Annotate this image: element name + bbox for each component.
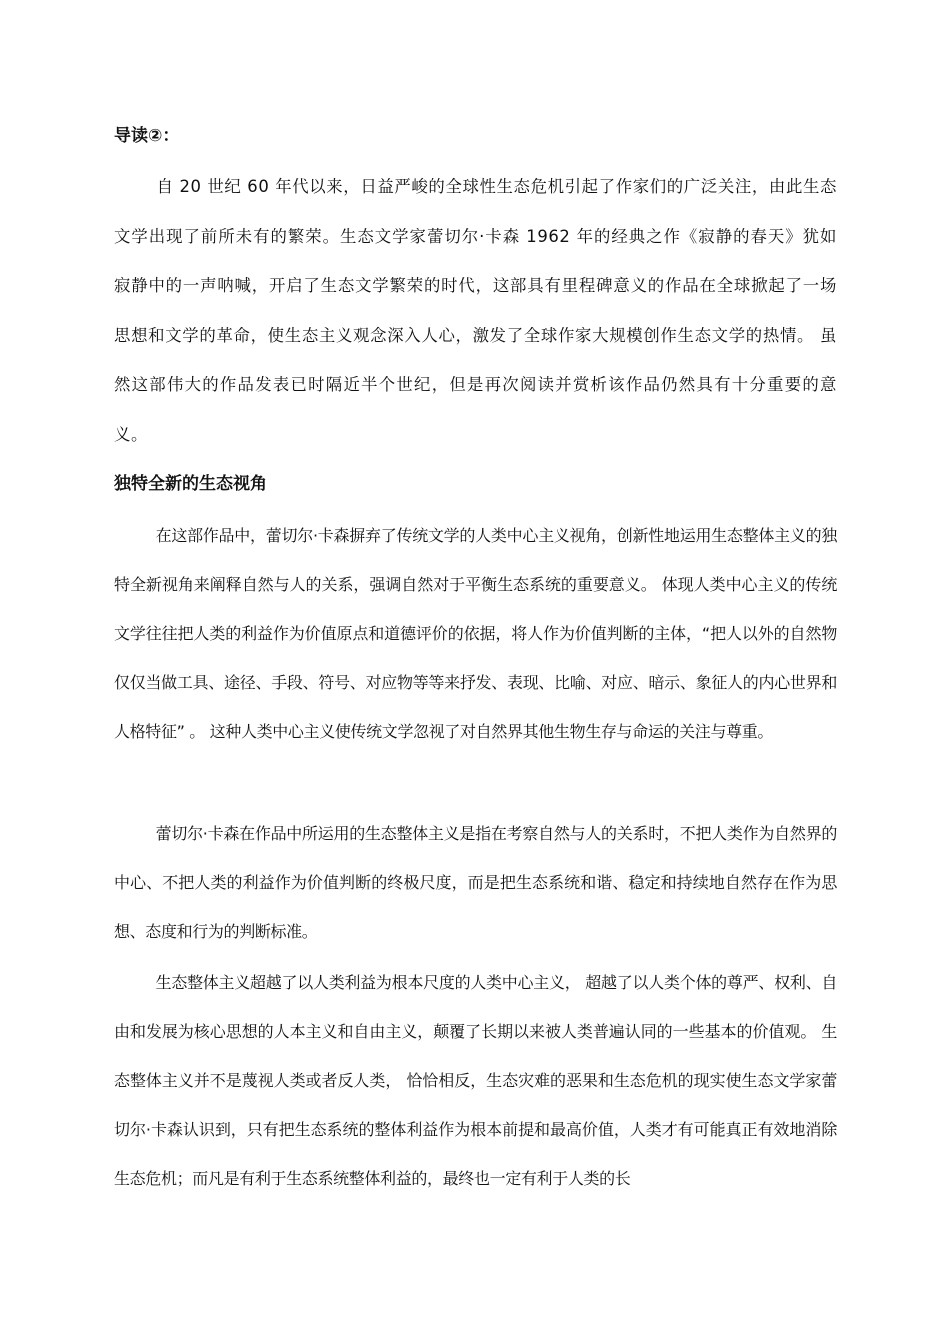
section-heading: 独特全新的生态视角 — [114, 474, 267, 494]
body-paragraph-3: 生态整体主义超越了以人类利益为根本尺度的人类中心主义， 超越了以人类个体的尊严、权利、自由和发展为核心思想的人本主义和自由主义，颠覆了长期以来被人类普遍认同的一些基本的价值观。 生态整体主义并不是蔑视人类或者反人类， 恰恰相反，生态灾难的恶果和生态危机的现实使生态文学家蕾切尔·卡森认识到，只有把生态系统的整体利益作为根本前提和最高价值，人类才有可能真正有效地消除生态危机；而凡是有利于生态系统整体利益的，最终也一定有利于人类的长 — [114, 973, 837, 1188]
intro-heading: 导读②： — [114, 126, 180, 146]
body-paragraph-2: 蕾切尔·卡森在作品中所运用的生态整体主义是指在考察自然与人的关系时，不把人类作为自然界的中心、不把人类的利益作为价值判断的终极尺度，而是把生态系统和谐、稳定和持续地自然存在作为思想、态度和行为的判断标准。 — [114, 824, 837, 941]
intro-paragraph: 自 20 世纪 60 年代以来，日益严峻的全球性生态危机引起了作家们的广泛关注，由此生态文学出现了前所未有的繁荣。生态文学家蕾切尔·卡森 1962 年的经典之作《寂静的春天》犹如寂静中的一声呐喊，开启了生态文学繁荣的时代，这部具有里程碑意义的作品在全球掀起了一场思想和文学的革命，使生态主义观念深入人心，激发了全球作家大规模创作生态文学的热情。 虽然这部伟大的作品发表已时隔近半个世纪，但是再次阅读并赏析该作品仍然具有十分重要的意义。 — [114, 177, 837, 444]
body-paragraph-1: 在这部作品中，蕾切尔·卡森摒弃了传统文学的人类中心主义视角，创新性地运用生态整体主义的独特全新视角来阐释自然与人的关系，强调自然对于平衡生态系统的重要意义。 体现人类中心主义的传统文学往往把人类的利益作为价值原点和道德评价的依据，将人作为价值判断的主体，“把人以外的自然物仅仅当做工具、途径、手段、符号、对应物等等来抒发、表现、比喻、对应、暗示、象征人的内心世界和人格特征” 。 这种人类中心主义使传统文学忽视了对自然界其他生物生存与命运的关注与尊重。 — [114, 526, 837, 741]
